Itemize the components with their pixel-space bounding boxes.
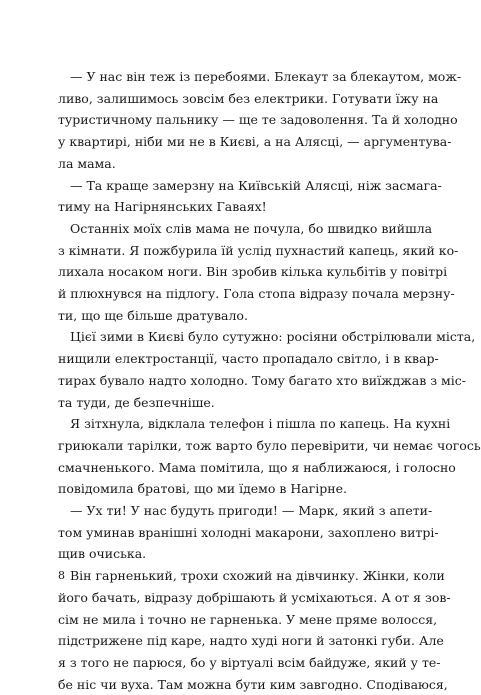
page-number: 8 — [58, 569, 65, 582]
text-line: ти, що ще більше дратувало. — [58, 307, 248, 323]
text-line: смачненького. Мама помітила, що я наближаюся, і голосно — [58, 459, 456, 475]
text-line: й плюхнувся на підлогу. Гола стопа відразу почала мерзну- — [58, 286, 455, 302]
text-line: — Ух ти! У нас будуть пригоди! — Марк, який з апети- — [70, 503, 433, 519]
text-line: щив очиська. — [58, 546, 147, 562]
text-line: я з того не парюся, бо у віртуалі всім байдуже, який у те- — [58, 654, 441, 670]
text-line: лихала носаком ноги. Він зробив кілька кульбітів у повітрі — [58, 264, 448, 280]
text-line: — У нас він теж із перебоями. Блекаут за блекаутом, мож- — [70, 69, 462, 84]
text-line: том уминав вранішні холодні макарони, захоплено витрі- — [58, 524, 439, 540]
text-line: Останніх моїх слів мама не почула, бо швидко вийшла — [70, 220, 433, 236]
text-line: та туди, де безпечніше. — [58, 394, 215, 410]
text-line: Цієї зими в Києві було сутужно: росіяни обстрілювали міста, — [70, 329, 476, 345]
text-line: нищили електростанції, часто пропадало світло, і в квар- — [58, 351, 439, 367]
text-line: бе ніс чи вуха. Там можна бути ким завгодно. Сподіваюся, — [58, 676, 448, 692]
text-line: його бачать, відразу добрішають й усміхаються. А от я зов- — [58, 589, 451, 605]
text-line: тиму на Нагірнянських Гаваях! — [58, 199, 267, 215]
text-line: Він гарненький, трохи схожий на дівчинку. Жінки, коли — [70, 568, 445, 584]
text-line: — Та краще замерзну на Київській Алясці, ніж засмага- — [70, 177, 442, 193]
text-line: підстрижене під каре, надто худі ноги й затонкі губи. Але — [58, 633, 444, 649]
text-line: повідомила братові, що ми їдемо в Нагірне. — [58, 481, 348, 497]
text-line: з кімнати. Я пожбурила їй услід пухнастий капець, який ко- — [58, 242, 459, 258]
text-line: сім не мила і точно не гарненька. У мене пряме волосся, — [58, 611, 438, 627]
body-text — [58, 66, 481, 695]
text-line: гриюкали тарілки, тож варто було перевірити, чи немає чогось — [58, 437, 481, 453]
text-line: ливо, залишимось зовсім без електрики. Готувати їжу на — [58, 90, 439, 106]
text-line: Я зітхнула, відклала телефон і пішла по капець. На кухні — [70, 416, 451, 432]
text-line: ла мама. — [58, 155, 116, 171]
text-line: у квартирі, ніби ми не в Києві, а на Алясці, — аргументува- — [58, 134, 452, 150]
text-line: тирах бувало надто холодно. Тому багато хто виїжджав з міс- — [58, 372, 467, 388]
text-line: туристичному пальнику — ще те задоволення. Та й холодно — [58, 112, 458, 128]
